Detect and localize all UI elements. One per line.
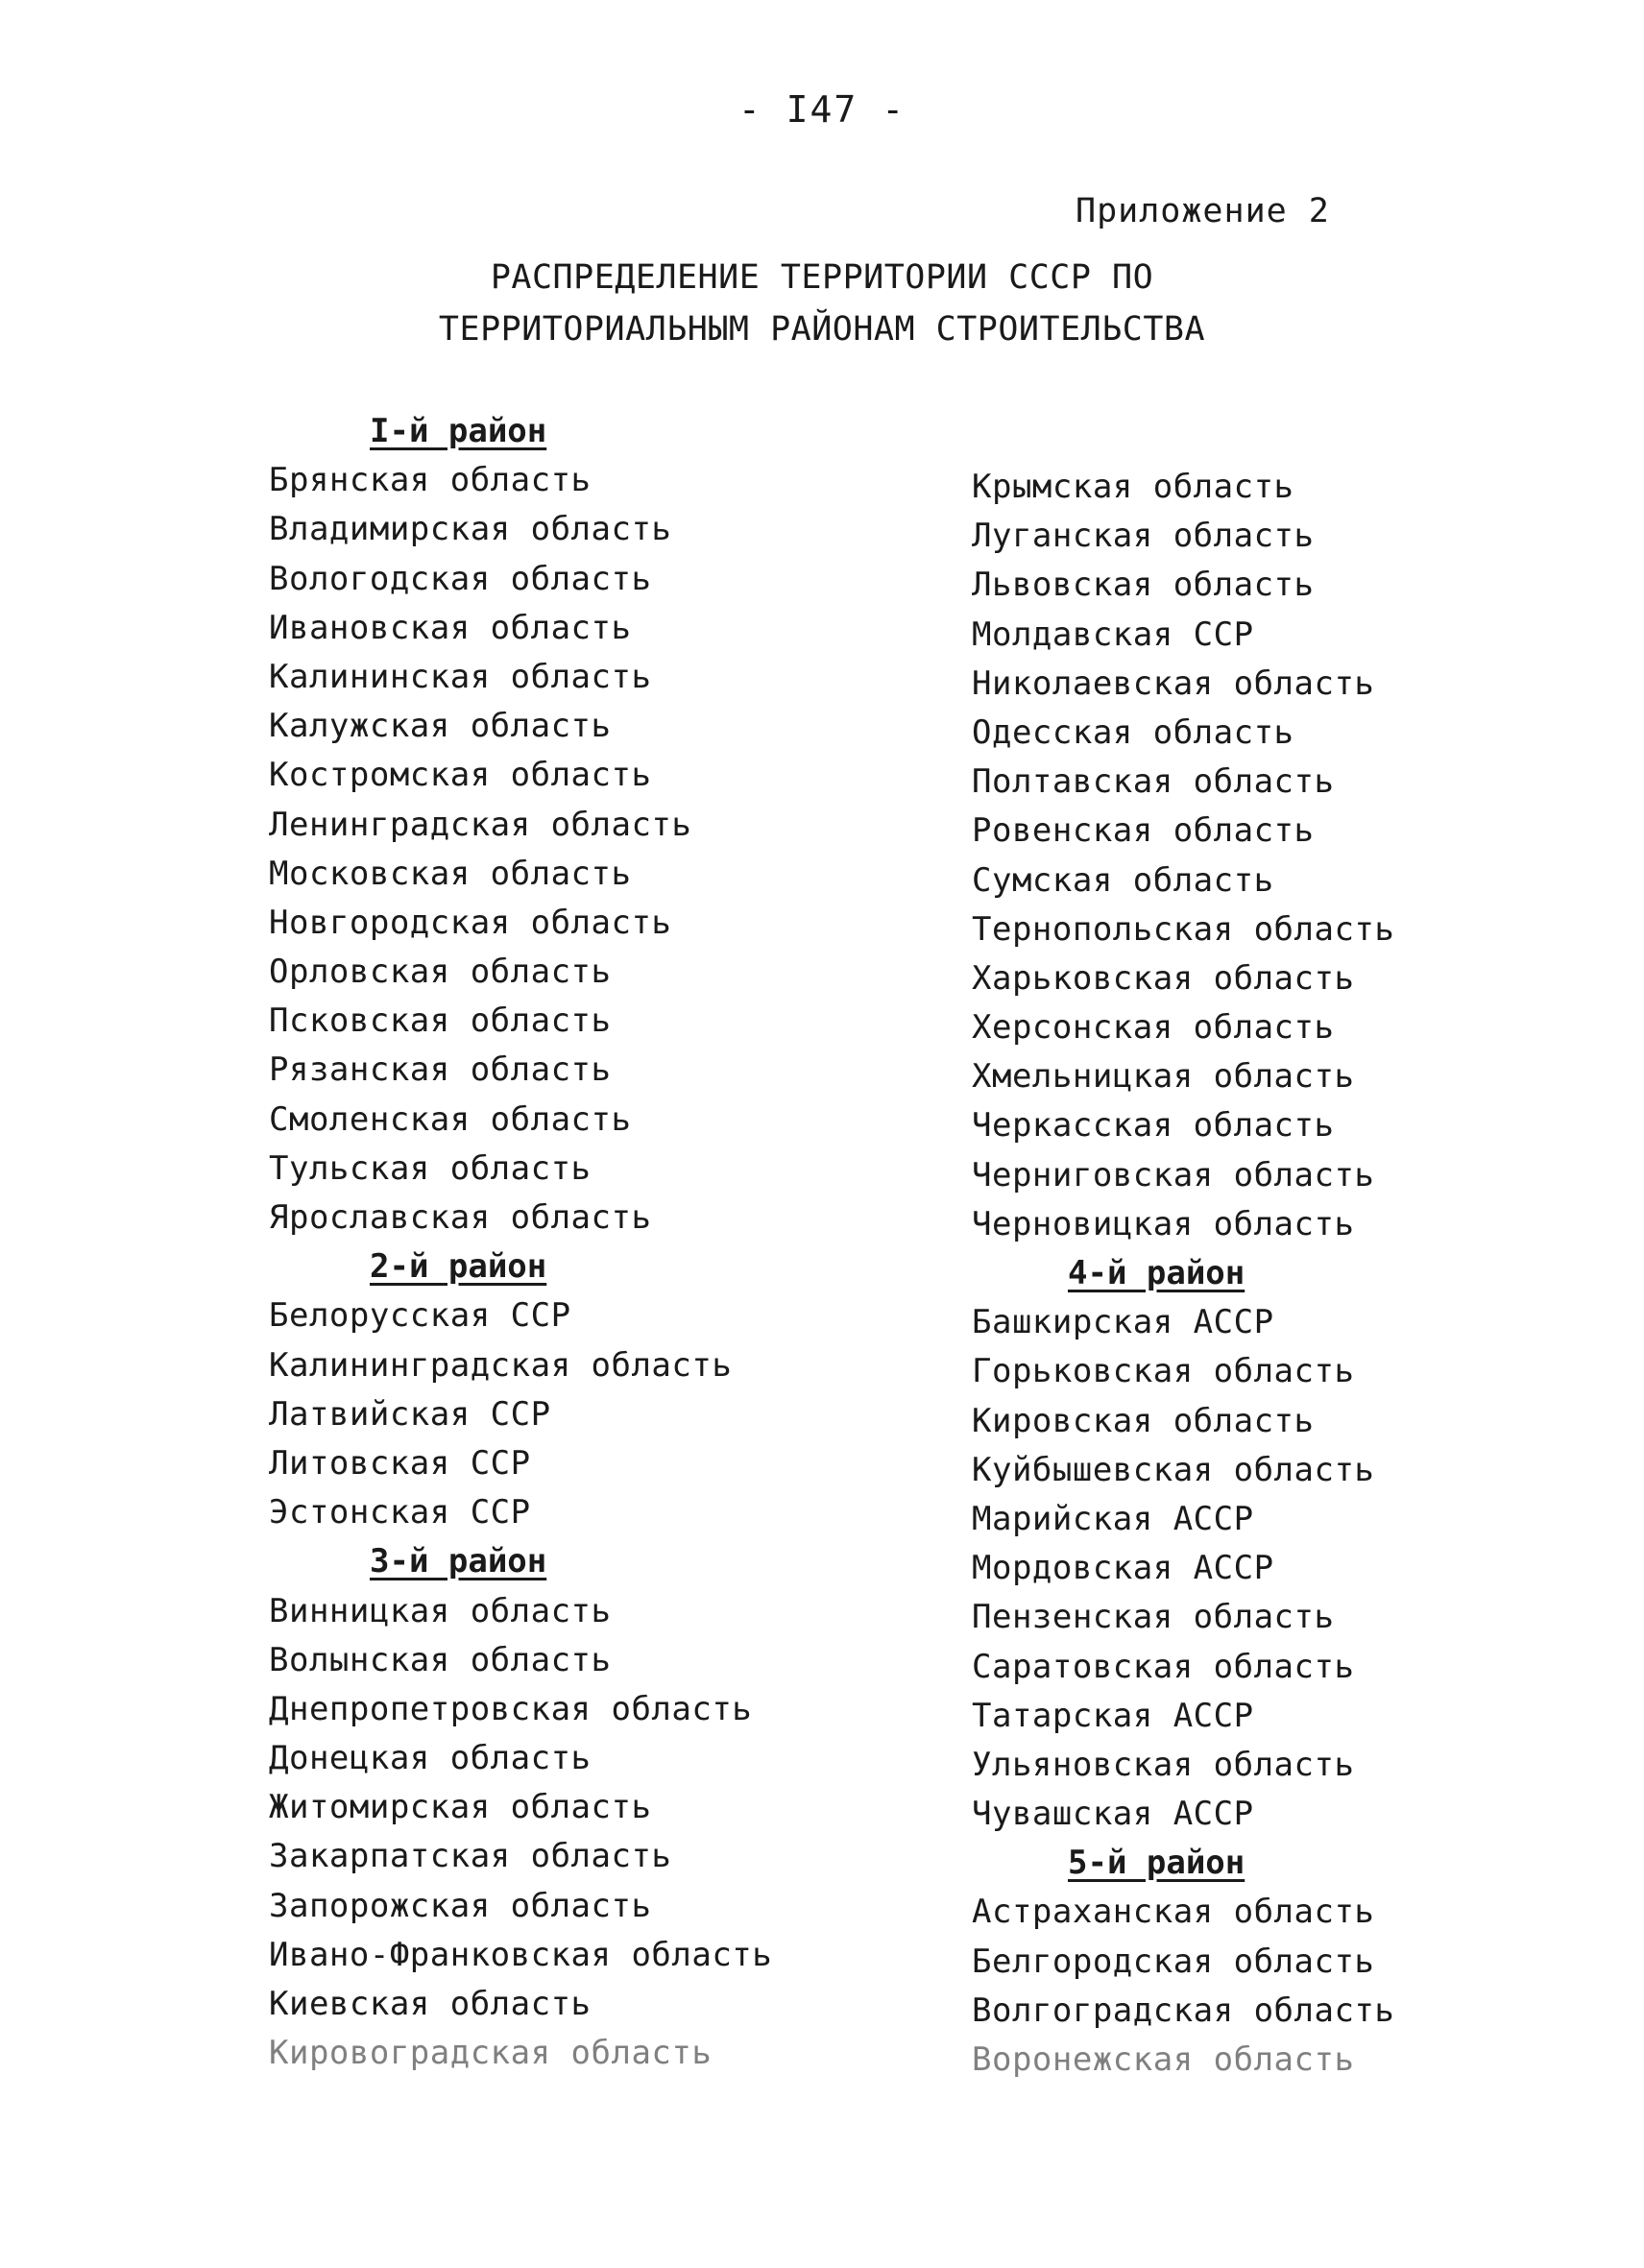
region-item: Костромская область <box>269 756 652 795</box>
region-item: Литовская ССР <box>269 1443 531 1483</box>
region-item: Житомирская область <box>269 1788 652 1827</box>
region-item: Марийская АССР <box>972 1499 1254 1538</box>
region-item: Ленинградская область <box>269 805 692 844</box>
region-item: Волынская область <box>269 1640 612 1679</box>
region-item: Башкирская АССР <box>972 1303 1274 1342</box>
region-item: Николаевская область <box>972 664 1375 703</box>
left-column <box>269 407 1018 2078</box>
region-item: Вологодская область <box>269 559 652 598</box>
region-item: Тульская область <box>269 1148 592 1188</box>
region-item: Луганская область <box>972 517 1315 556</box>
region-item: Запорожская область <box>269 1886 652 1925</box>
district-2-heading: 2-й район <box>370 1247 547 1287</box>
district-1-heading: I-й район <box>370 412 547 450</box>
region-item: Ивано-Франковская область <box>269 1935 773 1974</box>
district-3-continued-list <box>972 463 1644 1249</box>
region-item: Воронежская область <box>972 2040 1355 2079</box>
title-line-1: РАСПРЕДЕЛЕНИЕ ТЕРРИТОРИИ СССР ПО <box>490 258 1154 297</box>
region-item: Калининградская область <box>269 1345 733 1385</box>
region-item: Ярославская область <box>269 1198 652 1237</box>
region-item: Орловская область <box>269 953 612 992</box>
region-item: Татарская АССР <box>972 1696 1254 1735</box>
region-item: Крымская область <box>972 468 1294 506</box>
title-line-2: ТЕРРИТОРИАЛЬНЫМ РАЙОНАМ СТРОИТЕЛЬСТВА <box>438 310 1206 349</box>
region-item: Эстонская ССР <box>269 1493 531 1532</box>
region-item: Брянская область <box>269 461 592 500</box>
district-4-list <box>972 1298 1644 1839</box>
region-item: Львовская область <box>972 566 1315 605</box>
region-item: Кировоградская область <box>269 2034 713 2073</box>
region-item: Астраханская область <box>972 1893 1375 1932</box>
district-4-heading: 4-й район <box>1068 1254 1245 1292</box>
region-item: Калужская область <box>269 707 612 746</box>
region-item: Киевская область <box>269 1985 592 2023</box>
appendix-label: Приложение 2 <box>1076 192 1330 230</box>
district-3-list <box>269 1587 1018 2079</box>
region-item: Хмельницкая область <box>972 1057 1355 1097</box>
region-item: Белорусская ССР <box>269 1296 571 1336</box>
region-item: Харьковская область <box>972 958 1355 998</box>
region-item: Владимирская область <box>269 510 672 549</box>
region-item: Сумская область <box>972 860 1274 900</box>
right-column <box>972 463 1644 2085</box>
region-item: Черкасская область <box>972 1106 1335 1146</box>
region-item: Черновицкая область <box>972 1204 1355 1243</box>
district-3-heading: 3-й район <box>370 1542 547 1581</box>
region-item: Ульяновская область <box>972 1745 1355 1784</box>
region-item: Ивановская область <box>269 608 632 647</box>
document-title <box>0 252 1644 355</box>
region-item: Московская область <box>269 854 632 893</box>
region-item: Новгородская область <box>269 903 672 942</box>
region-item: Ровенская область <box>972 811 1315 851</box>
region-item: Полтавская область <box>972 762 1335 802</box>
region-item: Латвийская ССР <box>269 1394 551 1434</box>
region-item: Пензенская область <box>972 1598 1335 1637</box>
district-2-list <box>269 1291 1018 1537</box>
district-1-list <box>269 456 1018 1243</box>
district-5-heading: 5-й район <box>1068 1844 1245 1883</box>
region-item: Калининская область <box>269 657 652 696</box>
region-item: Рязанская область <box>269 1050 612 1090</box>
region-item: Закарпатская область <box>269 1837 672 1876</box>
region-item: Куйбышевская область <box>972 1450 1375 1489</box>
region-item: Псковская область <box>269 1001 612 1041</box>
region-item: Саратовская область <box>972 1647 1355 1686</box>
region-item: Черниговская область <box>972 1155 1375 1194</box>
district-5-list <box>972 1888 1644 2085</box>
region-item: Волгоградская область <box>972 1991 1395 2030</box>
region-item: Белгородская область <box>972 1942 1375 1981</box>
region-item: Мордовская АССР <box>972 1549 1274 1588</box>
region-item: Горьковская область <box>972 1352 1355 1391</box>
region-item: Донецкая область <box>269 1739 592 1778</box>
region-item: Чувашская АССР <box>972 1795 1254 1834</box>
region-item: Тернопольская область <box>972 909 1395 949</box>
region-item: Винницкая область <box>269 1591 612 1630</box>
region-item: Молдавская ССР <box>972 615 1254 654</box>
region-item: Днепропетровская область <box>269 1689 753 1728</box>
page-number: - I47 - <box>737 88 907 131</box>
region-item: Кировская область <box>972 1401 1315 1440</box>
region-item: Смоленская область <box>269 1099 632 1139</box>
region-item: Одесская область <box>972 712 1294 752</box>
region-item: Херсонская область <box>972 1008 1335 1048</box>
